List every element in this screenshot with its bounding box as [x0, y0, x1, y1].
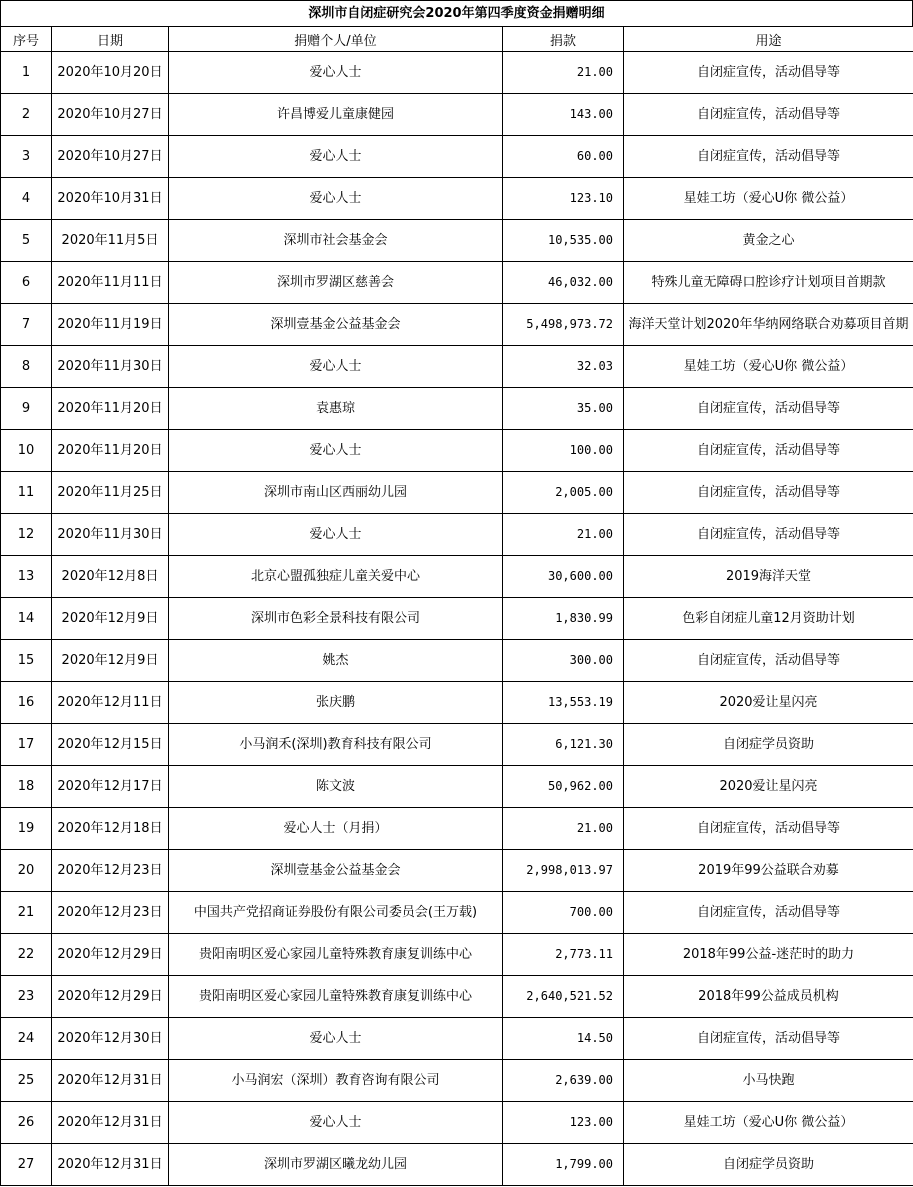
header-index: 序号: [1, 27, 52, 52]
row-purpose: 自闭症学员资助: [624, 724, 913, 766]
row-donor: 许昌博爱儿童康健园: [169, 94, 503, 136]
row-amount: 1,799.00: [503, 1144, 624, 1186]
row-date: 2020年12月8日: [52, 556, 169, 598]
row-purpose: 星娃工坊（爱心U你 微公益）: [624, 178, 913, 220]
row-amount: 21.00: [503, 808, 624, 850]
row-date: 2020年11月20日: [52, 388, 169, 430]
table-row: [1, 1060, 913, 1102]
row-date: 2020年11月30日: [52, 346, 169, 388]
row-donor: 深圳壹基金公益基金会: [169, 304, 503, 346]
sheet-title: 深圳市自闭症研究会2020年第四季度资金捐赠明细: [0, 0, 913, 26]
row-amount: 2,773.11: [503, 934, 624, 976]
row-donor: 深圳壹基金公益基金会: [169, 850, 503, 892]
row-date: 2020年12月31日: [52, 1102, 169, 1144]
table-row: [1, 262, 913, 304]
row-amount: 46,032.00: [503, 262, 624, 304]
row-donor: 贵阳南明区爱心家园儿童特殊教育康复训练中心: [169, 976, 503, 1018]
row-date: 2020年12月29日: [52, 976, 169, 1018]
table-row: [1, 850, 913, 892]
row-index: 2: [1, 94, 52, 136]
row-amount: 2,005.00: [503, 472, 624, 514]
header-row: [1, 27, 913, 52]
row-donor: 深圳市罗湖区慈善会: [169, 262, 503, 304]
row-index: 12: [1, 514, 52, 556]
row-date: 2020年10月27日: [52, 94, 169, 136]
row-date: 2020年11月30日: [52, 514, 169, 556]
row-index: 10: [1, 430, 52, 472]
row-amount: 123.00: [503, 1102, 624, 1144]
row-date: 2020年12月30日: [52, 1018, 169, 1060]
row-index: 16: [1, 682, 52, 724]
table-row: [1, 430, 913, 472]
row-date: 2020年10月27日: [52, 136, 169, 178]
table-row: [1, 136, 913, 178]
row-donor: 北京心盟孤独症儿童关爱中心: [169, 556, 503, 598]
row-date: 2020年12月18日: [52, 808, 169, 850]
row-index: 27: [1, 1144, 52, 1186]
row-amount: 32.03: [503, 346, 624, 388]
row-index: 5: [1, 220, 52, 262]
table-row: [1, 388, 913, 430]
row-purpose: 自闭症宣传，活动倡导等: [624, 640, 913, 682]
row-index: 7: [1, 304, 52, 346]
row-purpose: 自闭症宣传，活动倡导等: [624, 94, 913, 136]
row-date: 2020年12月9日: [52, 598, 169, 640]
row-amount: 60.00: [503, 136, 624, 178]
row-purpose: 自闭症学员资助: [624, 1144, 913, 1186]
row-donor: 爱心人士: [169, 514, 503, 556]
row-date: 2020年11月19日: [52, 304, 169, 346]
row-donor: 深圳市罗湖区曦龙幼儿园: [169, 1144, 503, 1186]
row-donor: 张庆鹏: [169, 682, 503, 724]
table-row: [1, 556, 913, 598]
row-amount: 35.00: [503, 388, 624, 430]
row-donor: 中国共产党招商证券股份有限公司委员会(王万载): [169, 892, 503, 934]
row-date: 2020年11月5日: [52, 220, 169, 262]
row-index: 1: [1, 52, 52, 94]
row-purpose: 自闭症宣传，活动倡导等: [624, 1018, 913, 1060]
table-row: [1, 598, 913, 640]
table-row: [1, 514, 913, 556]
header-amount: 捐款: [503, 27, 624, 52]
row-date: 2020年12月17日: [52, 766, 169, 808]
table-row: [1, 220, 913, 262]
row-date: 2020年10月20日: [52, 52, 169, 94]
row-amount: 300.00: [503, 640, 624, 682]
row-date: 2020年12月23日: [52, 892, 169, 934]
table-row: [1, 976, 913, 1018]
row-amount: 2,639.00: [503, 1060, 624, 1102]
row-amount: 2,640,521.52: [503, 976, 624, 1018]
row-amount: 700.00: [503, 892, 624, 934]
row-donor: 爱心人士（月捐）: [169, 808, 503, 850]
table-row: [1, 766, 913, 808]
row-amount: 2,998,013.97: [503, 850, 624, 892]
row-purpose: 自闭症宣传，活动倡导等: [624, 514, 913, 556]
donation-table: [0, 26, 913, 1186]
row-index: 8: [1, 346, 52, 388]
row-amount: 100.00: [503, 430, 624, 472]
row-index: 23: [1, 976, 52, 1018]
row-date: 2020年12月11日: [52, 682, 169, 724]
row-index: 25: [1, 1060, 52, 1102]
row-purpose: 自闭症宣传，活动倡导等: [624, 430, 913, 472]
table-row: [1, 808, 913, 850]
row-donor: 爱心人士: [169, 430, 503, 472]
row-index: 15: [1, 640, 52, 682]
row-amount: 10,535.00: [503, 220, 624, 262]
row-donor: 袁惠琼: [169, 388, 503, 430]
row-index: 24: [1, 1018, 52, 1060]
row-index: 6: [1, 262, 52, 304]
row-amount: 13,553.19: [503, 682, 624, 724]
table-row: [1, 640, 913, 682]
row-amount: 6,121.30: [503, 724, 624, 766]
row-amount: 50,962.00: [503, 766, 624, 808]
table-row: [1, 52, 913, 94]
row-donor: 小马润禾(深圳)教育科技有限公司: [169, 724, 503, 766]
row-index: 18: [1, 766, 52, 808]
row-purpose: 自闭症宣传，活动倡导等: [624, 892, 913, 934]
row-amount: 5,498,973.72: [503, 304, 624, 346]
header-purpose: 用途: [624, 27, 913, 52]
row-purpose: 自闭症宣传，活动倡导等: [624, 52, 913, 94]
row-purpose: 星娃工坊（爱心U你 微公益）: [624, 346, 913, 388]
row-donor: 爱心人士: [169, 1102, 503, 1144]
table-row: [1, 1018, 913, 1060]
table-row: [1, 1102, 913, 1144]
header-donor: 捐赠个人/单位: [169, 27, 503, 52]
row-date: 2020年12月9日: [52, 640, 169, 682]
row-donor: 深圳市南山区西丽幼儿园: [169, 472, 503, 514]
row-purpose: 自闭症宣传，活动倡导等: [624, 388, 913, 430]
row-donor: 姚杰: [169, 640, 503, 682]
row-index: 4: [1, 178, 52, 220]
row-date: 2020年11月20日: [52, 430, 169, 472]
row-purpose: 2018年99公益-迷茫时的助力: [624, 934, 913, 976]
row-donor: 爱心人士: [169, 178, 503, 220]
row-purpose: 2020爱让星闪亮: [624, 766, 913, 808]
row-date: 2020年12月23日: [52, 850, 169, 892]
row-purpose: 小马快跑: [624, 1060, 913, 1102]
row-purpose: 海洋天堂计划2020年华纳网络联合劝募项目首期: [624, 304, 913, 346]
row-amount: 1,830.99: [503, 598, 624, 640]
table-row: [1, 934, 913, 976]
row-purpose: 2018年99公益成员机构: [624, 976, 913, 1018]
row-date: 2020年12月31日: [52, 1060, 169, 1102]
row-purpose: 2019年99公益联合劝募: [624, 850, 913, 892]
row-donor: 爱心人士: [169, 1018, 503, 1060]
row-index: 14: [1, 598, 52, 640]
row-purpose: 2020爱让星闪亮: [624, 682, 913, 724]
row-index: 3: [1, 136, 52, 178]
row-date: 2020年11月11日: [52, 262, 169, 304]
row-index: 11: [1, 472, 52, 514]
row-amount: 143.00: [503, 94, 624, 136]
row-purpose: 自闭症宣传，活动倡导等: [624, 808, 913, 850]
row-purpose: 星娃工坊（爱心U你 微公益）: [624, 1102, 913, 1144]
row-date: 2020年12月31日: [52, 1144, 169, 1186]
row-purpose: 2019海洋天堂: [624, 556, 913, 598]
row-purpose: 黄金之心: [624, 220, 913, 262]
row-purpose: 特殊儿童无障碍口腔诊疗计划项目首期款: [624, 262, 913, 304]
table-row: [1, 682, 913, 724]
table-row: [1, 1144, 913, 1186]
row-amount: 14.50: [503, 1018, 624, 1060]
table-row: [1, 94, 913, 136]
row-index: 22: [1, 934, 52, 976]
table-row: [1, 724, 913, 766]
row-date: 2020年11月25日: [52, 472, 169, 514]
row-donor: 爱心人士: [169, 52, 503, 94]
row-amount: 30,600.00: [503, 556, 624, 598]
table-row: [1, 892, 913, 934]
row-date: 2020年12月15日: [52, 724, 169, 766]
row-donor: 贵阳南明区爱心家园儿童特殊教育康复训练中心: [169, 934, 503, 976]
row-amount: 123.10: [503, 178, 624, 220]
table-row: [1, 346, 913, 388]
row-index: 13: [1, 556, 52, 598]
row-purpose: 色彩自闭症儿童12月资助计划: [624, 598, 913, 640]
row-index: 21: [1, 892, 52, 934]
row-donor: 爱心人士: [169, 346, 503, 388]
table-row: [1, 304, 913, 346]
row-date: 2020年10月31日: [52, 178, 169, 220]
row-donor: 小马润宏（深圳）教育咨询有限公司: [169, 1060, 503, 1102]
row-amount: 21.00: [503, 514, 624, 556]
row-index: 20: [1, 850, 52, 892]
row-donor: 爱心人士: [169, 136, 503, 178]
row-donor: 深圳市社会基金会: [169, 220, 503, 262]
table-row: [1, 178, 913, 220]
row-purpose: 自闭症宣传，活动倡导等: [624, 136, 913, 178]
row-donor: 深圳市色彩全景科技有限公司: [169, 598, 503, 640]
row-amount: 21.00: [503, 52, 624, 94]
row-index: 9: [1, 388, 52, 430]
table-row: [1, 472, 913, 514]
header-date: 日期: [52, 27, 169, 52]
row-index: 19: [1, 808, 52, 850]
row-donor: 陈文波: [169, 766, 503, 808]
row-index: 17: [1, 724, 52, 766]
table-body: [1, 52, 913, 1186]
row-purpose: 自闭症宣传，活动倡导等: [624, 472, 913, 514]
row-date: 2020年12月29日: [52, 934, 169, 976]
row-index: 26: [1, 1102, 52, 1144]
